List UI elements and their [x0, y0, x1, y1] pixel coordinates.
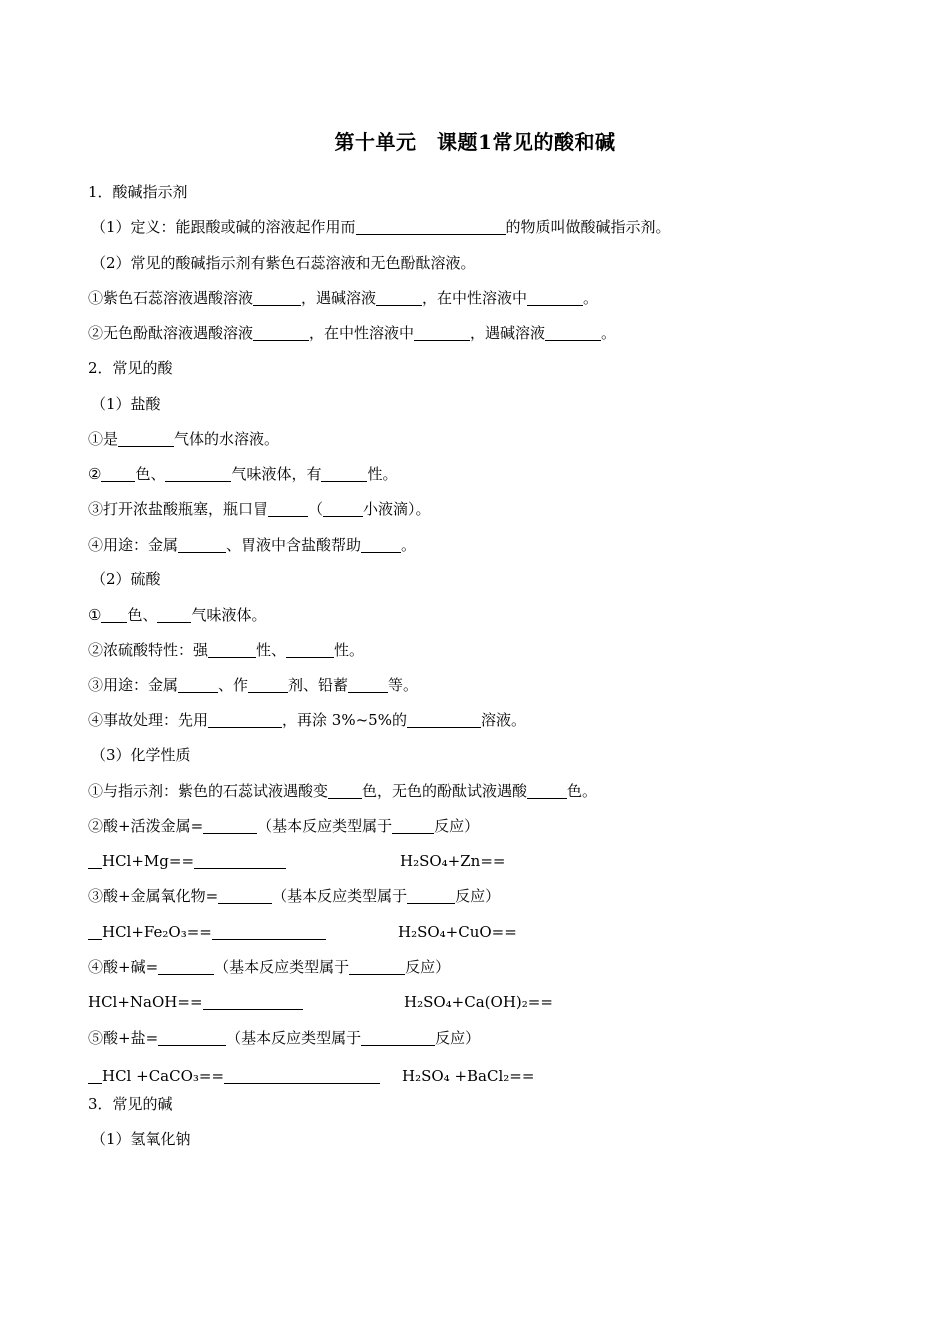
blank: [253, 289, 301, 306]
equation-2-left: HCl+Fe₂O₃==: [88, 922, 326, 942]
blank: [88, 1067, 102, 1084]
blank: [88, 852, 102, 869]
blank: [527, 289, 583, 306]
h2so4-heading: （2）硫酸: [91, 570, 161, 588]
blank: [88, 923, 102, 940]
litmus-line: ①紫色石蕊溶液遇酸溶液 ，遇碱溶液 ，在中性溶液中 。: [88, 289, 599, 307]
hcl-line-2: ② 色、 气味液体，有 性。: [88, 465, 398, 483]
chem-line-5: ⑤酸+盐= （基本反应类型属于 反应）: [88, 1029, 481, 1047]
equation-3-right: H₂SO₄+Ca(OH)₂==: [404, 993, 553, 1011]
blank: [348, 676, 388, 693]
blank: [118, 430, 174, 447]
blank: [157, 606, 191, 623]
chem-line-3: ③酸+金属氧化物= （基本反应类型属于 反应）: [88, 887, 501, 905]
chem-line-2: ②酸+活泼金属= （基本反应类型属于 反应）: [88, 817, 480, 835]
blank: [248, 676, 288, 693]
blank: [527, 782, 567, 799]
h2so4-line-2: ②浓硫酸特性：强 性、 性。: [88, 641, 365, 659]
section-1-heading: 1．酸碱指示剂: [88, 183, 188, 201]
blank: [253, 324, 309, 341]
h2so4-line-3: ③用途：金属 、作 剂、铅蓄 等。: [88, 676, 419, 694]
blank: [194, 852, 286, 869]
blank: [361, 1029, 435, 1046]
blank: [323, 500, 363, 517]
hcl-line-3: ③打开浓盐酸瓶塞，瓶口冒 （ 小液滴）。: [88, 500, 431, 518]
equation-1-right: H₂SO₄+Zn==: [400, 852, 506, 870]
blank: [376, 289, 422, 306]
blank: [178, 676, 218, 693]
blank: [218, 887, 272, 904]
definition-line: （1）定义：能跟酸或碱的溶液起作用而 的物质叫做酸碱指示剂。: [91, 218, 671, 236]
section-3-heading: 3．常见的碱: [88, 1095, 173, 1113]
blank: [286, 641, 334, 658]
blank: [208, 641, 256, 658]
blank: [208, 711, 282, 728]
blank: [268, 500, 308, 517]
equation-2-right: H₂SO₄+CuO==: [398, 923, 517, 941]
chem-line-1: ①与指示剂：紫色的石蕊试液遇酸变 色，无色的酚酞试液遇酸 色。: [88, 782, 598, 800]
h2so4-line-4: ④事故处理：先用 ，再涂 3%~5%的 溶液。: [88, 711, 526, 729]
blank: [414, 324, 470, 341]
h2so4-line-1: ① 色、 气味液体。: [88, 606, 267, 624]
hcl-heading: （1）盐酸: [91, 395, 161, 413]
blank: [545, 324, 601, 341]
blank: [158, 1029, 226, 1046]
blank: [165, 465, 231, 482]
phenolphthalein-line: ②无色酚酞溶液遇酸溶液 ，在中性溶液中 ，遇碱溶液 。: [88, 324, 617, 342]
blank: [224, 1067, 380, 1084]
blank: [321, 465, 367, 482]
blank: [212, 923, 326, 940]
blank: [203, 993, 303, 1010]
chem-props-heading: （3）化学性质: [91, 746, 191, 764]
blank: [328, 782, 362, 799]
blank: [407, 887, 455, 904]
blank: [356, 218, 506, 235]
blank: [349, 958, 405, 975]
blank: [203, 817, 257, 834]
blank: [407, 711, 481, 728]
blank: [361, 536, 401, 553]
page-title: 第十单元 课题1常见的酸和碱: [334, 130, 616, 154]
equation-1-left: HCl+Mg==: [88, 851, 286, 871]
blank: [101, 465, 135, 482]
naoh-heading: （1）氢氧化钠: [91, 1130, 191, 1148]
equation-3-left: HCl+NaOH==: [88, 992, 303, 1012]
blank: [178, 536, 226, 553]
common-indicators-line: （2）常见的酸碱指示剂有紫色石蕊溶液和无色酚酞溶液。: [91, 254, 476, 272]
hcl-line-4: ④用途：金属 、胃液中含盐酸帮助 。: [88, 536, 417, 554]
chem-line-4: ④酸+碱= （基本反应类型属于 反应）: [88, 958, 451, 976]
blank: [392, 817, 434, 834]
blank: [101, 606, 127, 623]
section-2-heading: 2．常见的酸: [88, 359, 173, 377]
equation-4-right: H₂SO₄ +BaCl₂==: [402, 1067, 535, 1085]
hcl-line-1: ①是 气体的水溶液。: [88, 430, 280, 448]
blank: [158, 958, 214, 975]
equation-4-left: HCl +CaCO₃==: [88, 1066, 380, 1086]
